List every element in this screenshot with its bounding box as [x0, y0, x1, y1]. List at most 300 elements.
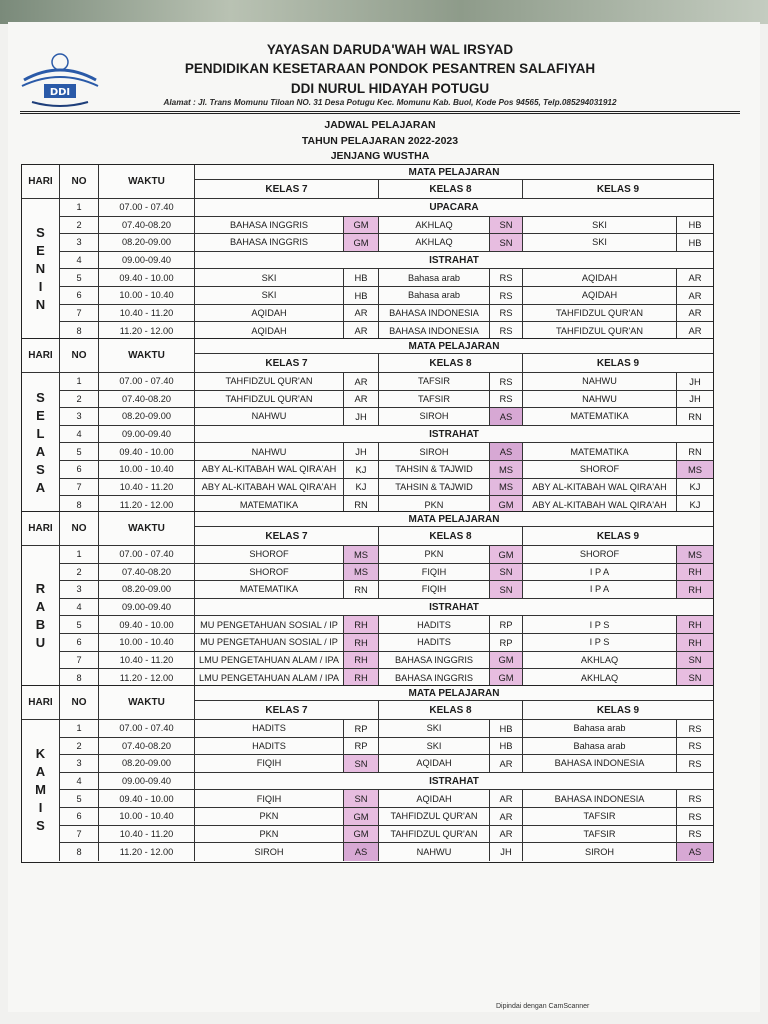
teacher-code-kelas8: RS [490, 322, 523, 340]
teacher-code-kelas7: HB [344, 269, 379, 287]
subject-kelas7: MU PENGETAHUAN SOSIAL / IP [195, 634, 344, 652]
row-time: 09.40 - 10.00 [99, 443, 195, 461]
day-letter: S [36, 390, 45, 406]
row-time: 10.00 - 10.40 [99, 808, 195, 826]
subject-kelas9: TAFSIR [523, 808, 677, 826]
teacher-code-kelas8: RS [490, 305, 523, 323]
subject-kelas9: I P A [523, 581, 677, 599]
waktu-header: WAKTU [99, 512, 195, 546]
teacher-code-kelas8: SN [490, 217, 523, 235]
schedule-title: JADWAL PELAJARAN [324, 119, 436, 131]
subject-kelas8: HADITS [379, 634, 490, 652]
level-title: JENJANG WUSTHA [330, 150, 430, 162]
teacher-code-kelas7: GM [344, 808, 379, 826]
waktu-header: WAKTU [99, 339, 195, 373]
teacher-code-kelas9: RS [677, 808, 713, 826]
row-number: 4 [60, 252, 99, 270]
teacher-code-kelas8: GM [490, 652, 523, 670]
no-header: NO [60, 339, 99, 373]
row-time: 09.00-09.40 [99, 426, 195, 444]
subject-kelas7: HADITS [195, 738, 344, 756]
day-letter: E [36, 243, 45, 259]
row-number: 6 [60, 634, 99, 652]
teacher-code-kelas7: GM [344, 826, 379, 844]
subject-kelas9: AQIDAH [523, 287, 677, 305]
day-letter: I [38, 800, 43, 816]
row-time: 11.20 - 12.00 [99, 496, 195, 514]
subject-kelas7: LMU PENGETAHUAN ALAM / IPA [195, 669, 344, 687]
teacher-code-kelas7: AR [344, 305, 379, 323]
day-letter: N [35, 261, 46, 277]
row-time: 08.20-09.00 [99, 755, 195, 773]
kelas7-header: KELAS 7 [195, 354, 379, 373]
subject-kelas9: AKHLAQ [523, 669, 677, 687]
teacher-code-kelas9: RS [677, 720, 713, 738]
subject-kelas8: AKHLAQ [379, 234, 490, 252]
row-time: 10.00 - 10.40 [99, 461, 195, 479]
day-letter: A [35, 599, 46, 615]
row-time: 07.00 - 07.40 [99, 720, 195, 738]
teacher-code-kelas8: JH [490, 843, 523, 861]
teacher-code-kelas8: AR [490, 755, 523, 773]
subject-kelas8: TAFSIR [379, 373, 490, 391]
subject-kelas9: MATEMATIKA [523, 408, 677, 426]
day-letter: A [35, 444, 46, 460]
teacher-code-kelas9: MS [677, 461, 713, 479]
day-letter: A [35, 764, 46, 780]
teacher-code-kelas7: MS [344, 564, 379, 582]
kelas8-header: KELAS 8 [379, 701, 523, 720]
row-number: 2 [60, 391, 99, 409]
schedule-table-selasa [21, 338, 714, 516]
subject-kelas7: BAHASA INGGRIS [195, 217, 344, 235]
row-time: 07.00 - 07.40 [99, 199, 195, 217]
row-number: 7 [60, 479, 99, 497]
teacher-code-kelas8: MS [490, 479, 523, 497]
row-time: 10.40 - 11.20 [99, 479, 195, 497]
teacher-code-kelas7: RN [344, 496, 379, 514]
scanner-footer: Dipindai dengan CamScanner [496, 1003, 590, 1010]
row-time: 11.20 - 12.00 [99, 669, 195, 687]
teacher-code-kelas8: AR [490, 826, 523, 844]
row-number: 8 [60, 496, 99, 514]
school-address: Alamat : Jl. Trans Momunu Tiloan NO. 31 Desa Potugu Kec. Momunu Kab. Buol, Kode Pos 94565, Telp.085294031912 [163, 98, 617, 107]
teacher-code-kelas9: SN [677, 652, 713, 670]
subject-kelas8: SIROH [379, 443, 490, 461]
row-time: 08.20-09.00 [99, 408, 195, 426]
teacher-code-kelas8: GM [490, 496, 523, 514]
teacher-code-kelas9: JH [677, 391, 713, 409]
row-number: 2 [60, 217, 99, 235]
teacher-code-kelas7: KJ [344, 479, 379, 497]
subject-kelas7: PKN [195, 808, 344, 826]
header-rule-thin [20, 113, 740, 114]
subject-kelas7: TAHFIDZUL QUR'AN [195, 391, 344, 409]
school-name: DDI NURUL HIDAYAH POTUGU [290, 81, 490, 96]
teacher-code-kelas8: RS [490, 373, 523, 391]
row-number: 5 [60, 269, 99, 287]
row-number: 1 [60, 373, 99, 391]
teacher-code-kelas9: RH [677, 616, 713, 634]
subject-kelas9: TAHFIDZUL QUR'AN [523, 322, 677, 340]
hari-header: HARI [22, 512, 60, 546]
subject-kelas9: TAHFIDZUL QUR'AN [523, 305, 677, 323]
schedule-table-rabu [21, 511, 714, 689]
row-time: 10.40 - 11.20 [99, 652, 195, 670]
row-spanning-label: ISTRAHAT [195, 599, 713, 617]
row-time: 07.00 - 07.40 [99, 546, 195, 564]
subject-kelas9: I P S [523, 616, 677, 634]
subject-kelas9: SKI [523, 234, 677, 252]
teacher-code-kelas7: JH [344, 408, 379, 426]
teacher-code-kelas9: RH [677, 634, 713, 652]
teacher-code-kelas9: JH [677, 373, 713, 391]
teacher-code-kelas9: RS [677, 826, 713, 844]
subject-kelas9: SHOROF [523, 546, 677, 564]
day-letter: S [36, 462, 45, 478]
teacher-code-kelas8: AR [490, 790, 523, 808]
teacher-code-kelas7: RN [344, 581, 379, 599]
foundation-name: YAYASAN DARUDA'WAH WAL IRSYAD [266, 42, 514, 57]
row-time: 09.00-09.40 [99, 252, 195, 270]
teacher-code-kelas8: RS [490, 287, 523, 305]
teacher-code-kelas9: RN [677, 408, 713, 426]
subject-kelas9: I P S [523, 634, 677, 652]
subject-kelas8: TAFSIR [379, 391, 490, 409]
subject-kelas9: NAHWU [523, 373, 677, 391]
subject-kelas9: ABY AL-KITABAH WAL QIRA'AH [523, 479, 677, 497]
no-header: NO [60, 165, 99, 199]
row-number: 4 [60, 773, 99, 791]
row-number: 6 [60, 808, 99, 826]
subject-kelas7: NAHWU [195, 443, 344, 461]
subject-kelas7: FIQIH [195, 790, 344, 808]
subject-kelas7: ABY AL-KITABAH WAL QIRA'AH [195, 479, 344, 497]
teacher-code-kelas9: KJ [689, 499, 701, 511]
subject-kelas7: SHOROF [195, 546, 344, 564]
row-spanning-label: ISTRAHAT [195, 773, 713, 791]
subject-kelas8: AKHLAQ [379, 217, 490, 235]
svg-text:DDI: DDI [49, 87, 71, 98]
row-time: 09.00-09.40 [99, 773, 195, 791]
row-time: 08.20-09.00 [99, 581, 195, 599]
teacher-code-kelas8: RS [490, 391, 523, 409]
row-number: 5 [60, 443, 99, 461]
day-letter: B [35, 617, 46, 633]
day-letter: E [36, 408, 45, 424]
teacher-code-kelas8: AR [490, 808, 523, 826]
no-header: NO [60, 512, 99, 546]
teacher-code-kelas7: SN [344, 790, 379, 808]
row-time: 09.00-09.40 [99, 599, 195, 617]
row-number: 4 [60, 599, 99, 617]
teacher-code-kelas7: AR [344, 373, 379, 391]
subject-kelas8: FIQIH [379, 564, 490, 582]
teacher-code-kelas7: SN [344, 755, 379, 773]
subject-kelas8: TAHSIN & TAJWID [379, 461, 490, 479]
row-number: 3 [60, 581, 99, 599]
row-time: 09.40 - 10.00 [99, 790, 195, 808]
row-time: 08.20-09.00 [99, 234, 195, 252]
subject-kelas7: AQIDAH [195, 322, 344, 340]
subject-kelas7: BAHASA INGGRIS [195, 234, 344, 252]
subject-kelas9: AKHLAQ [523, 652, 677, 670]
teacher-code-kelas7: RP [344, 738, 379, 756]
subject-kelas8: Bahasa arab [379, 269, 490, 287]
teacher-code-kelas7: GM [344, 234, 379, 252]
teacher-code-kelas9: AR [688, 325, 702, 337]
teacher-code-kelas7: MS [344, 546, 379, 564]
teacher-code-kelas9: HB [677, 234, 713, 252]
teacher-code-kelas9: RH [677, 581, 713, 599]
row-number: 5 [60, 790, 99, 808]
row-time: 07.40-08.20 [99, 564, 195, 582]
teacher-code-kelas8: SN [490, 581, 523, 599]
teacher-code-kelas7: GM [344, 217, 379, 235]
hari-header: HARI [22, 339, 60, 373]
hari-header: HARI [22, 686, 60, 720]
teacher-code-kelas9: KJ [677, 479, 713, 497]
no-header: NO [60, 686, 99, 720]
day-letter: I [38, 279, 43, 295]
day-letter: S [36, 818, 45, 834]
teacher-code-kelas7: RP [344, 720, 379, 738]
teacher-code-kelas7: AR [344, 391, 379, 409]
subject-kelas8: TAHFIDZUL QUR'AN [379, 808, 490, 826]
kelas9-header: KELAS 9 [523, 527, 713, 546]
day-name-rabu [22, 546, 60, 687]
teacher-code-kelas7: RH [344, 652, 379, 670]
school-year: TAHUN PELAJARAN 2022-2023 [301, 135, 459, 147]
waktu-header: WAKTU [99, 686, 195, 720]
subject-kelas9: MATEMATIKA [523, 443, 677, 461]
subject-kelas9: TAFSIR [523, 826, 677, 844]
subject-kelas7: SHOROF [195, 564, 344, 582]
row-number: 8 [60, 322, 99, 340]
subject-kelas7: NAHWU [195, 408, 344, 426]
subject-kelas7: LMU PENGETAHUAN ALAM / IPA [195, 652, 344, 670]
subject-kelas8: BAHASA INDONESIA [379, 305, 490, 323]
day-letter: M [35, 782, 46, 798]
waktu-header: WAKTU [99, 165, 195, 199]
row-time: 11.20 - 12.00 [99, 843, 195, 861]
row-number: 8 [60, 669, 99, 687]
subject-kelas8: SKI [379, 720, 490, 738]
teacher-code-kelas8: HB [490, 738, 523, 756]
teacher-code-kelas8: RP [490, 616, 523, 634]
day-letter: R [35, 581, 46, 597]
subject-kelas9: BAHASA INDONESIA [523, 790, 677, 808]
subject-kelas8: AQIDAH [379, 790, 490, 808]
subject-kelas9: SHOROF [523, 461, 677, 479]
subject-kelas7: HADITS [195, 720, 344, 738]
subject-kelas8: TAHSIN & TAJWID [379, 479, 490, 497]
subject-kelas7: SKI [195, 287, 344, 305]
subject-kelas9: I P A [523, 564, 677, 582]
teacher-code-kelas8: HB [490, 720, 523, 738]
teacher-code-kelas9: RN [677, 443, 713, 461]
teacher-code-kelas9: RH [677, 564, 713, 582]
teacher-code-kelas8: SN [490, 234, 523, 252]
row-time: 07.40-08.20 [99, 738, 195, 756]
top-edge-strip [0, 0, 768, 24]
row-number: 1 [60, 199, 99, 217]
row-time: 07.40-08.20 [99, 217, 195, 235]
mata-pelajaran-header: MATA PELAJARAN [195, 686, 713, 701]
teacher-code-kelas7: AS [344, 843, 379, 861]
row-number: 7 [60, 652, 99, 670]
kelas8-header: KELAS 8 [379, 180, 523, 199]
subject-kelas8: SKI [379, 738, 490, 756]
school-logo-icon [18, 40, 102, 112]
subject-kelas9: Bahasa arab [523, 720, 677, 738]
kelas7-header: KELAS 7 [195, 180, 379, 199]
subject-kelas7: SIROH [195, 843, 344, 861]
row-spanning-label: UPACARA [195, 199, 713, 217]
teacher-code-kelas7: KJ [344, 461, 379, 479]
teacher-code-kelas8: MS [490, 461, 523, 479]
teacher-code-kelas8: SN [490, 564, 523, 582]
teacher-code-kelas9: AS [677, 843, 713, 861]
subject-kelas8: BAHASA INGGRIS [379, 669, 490, 687]
row-number: 4 [60, 426, 99, 444]
row-number: 3 [60, 234, 99, 252]
teacher-code-kelas9: HB [677, 217, 713, 235]
row-number: 3 [60, 755, 99, 773]
subject-kelas8: BAHASA INDONESIA [379, 322, 490, 340]
day-letter: U [35, 635, 46, 651]
mata-pelajaran-header: MATA PELAJARAN [195, 165, 713, 180]
kelas9-header: KELAS 9 [523, 354, 713, 373]
row-time: 07.00 - 07.40 [99, 373, 195, 391]
subject-kelas8: HADITS [379, 616, 490, 634]
mata-pelajaran-header: MATA PELAJARAN [195, 339, 713, 354]
row-number: 3 [60, 408, 99, 426]
subject-kelas8: Bahasa arab [379, 287, 490, 305]
row-time: 10.00 - 10.40 [99, 634, 195, 652]
row-number: 2 [60, 738, 99, 756]
teacher-code-kelas9: RS [677, 755, 713, 773]
row-number: 6 [60, 287, 99, 305]
teacher-code-kelas7: JH [344, 443, 379, 461]
subject-kelas7: FIQIH [195, 755, 344, 773]
row-number: 1 [60, 720, 99, 738]
row-number: 7 [60, 305, 99, 323]
teacher-code-kelas9: MS [677, 546, 713, 564]
day-letter: L [36, 426, 45, 442]
subject-kelas7: TAHFIDZUL QUR'AN [195, 373, 344, 391]
subject-kelas7: ABY AL-KITABAH WAL QIRA'AH [195, 461, 344, 479]
teacher-code-kelas7: RH [344, 634, 379, 652]
teacher-code-kelas8: GM [490, 669, 523, 687]
teacher-code-kelas8: AS [490, 408, 523, 426]
day-name-selasa [22, 373, 60, 514]
subject-kelas9: Bahasa arab [523, 738, 677, 756]
hari-header: HARI [22, 165, 60, 199]
teacher-code-kelas8: AS [490, 443, 523, 461]
day-letter: K [35, 746, 46, 762]
row-number: 1 [60, 546, 99, 564]
kelas7-header: KELAS 7 [195, 701, 379, 720]
teacher-code-kelas9: RS [677, 790, 713, 808]
teacher-code-kelas9: SN [677, 669, 713, 687]
teacher-code-kelas8: GM [490, 546, 523, 564]
kelas8-header: KELAS 8 [379, 527, 523, 546]
row-time: 07.40-08.20 [99, 391, 195, 409]
row-time: 10.40 - 11.20 [99, 826, 195, 844]
teacher-code-kelas8: RP [490, 634, 523, 652]
row-time: 10.40 - 11.20 [99, 305, 195, 323]
subject-kelas9: SKI [523, 217, 677, 235]
teacher-code-kelas9: RS [677, 738, 713, 756]
day-letter: A [35, 480, 46, 496]
subject-kelas9: AQIDAH [523, 269, 677, 287]
teacher-code-kelas9: AR [677, 287, 713, 305]
row-time: 11.20 - 12.00 [99, 322, 195, 340]
subject-kelas7: AQIDAH [195, 305, 344, 323]
kelas9-header: KELAS 9 [523, 180, 713, 199]
subject-kelas8: FIQIH [379, 581, 490, 599]
row-number: 6 [60, 461, 99, 479]
day-letter: S [36, 225, 45, 241]
row-time: 10.00 - 10.40 [99, 287, 195, 305]
subject-kelas7: MU PENGETAHUAN SOSIAL / IP [195, 616, 344, 634]
subject-kelas8: TAHFIDZUL QUR'AN [379, 826, 490, 844]
subject-kelas8: SIROH [379, 408, 490, 426]
kelas7-header: KELAS 7 [195, 527, 379, 546]
education-name: PENDIDIKAN KESETARAAN PONDOK PESANTREN SALAFIYAH [184, 61, 596, 76]
row-number: 2 [60, 564, 99, 582]
header-rule-thick [20, 111, 740, 112]
row-number: 7 [60, 826, 99, 844]
row-time: 09.40 - 10.00 [99, 269, 195, 287]
mata-pelajaran-header: MATA PELAJARAN [195, 512, 713, 527]
subject-kelas8: BAHASA INGGRIS [379, 652, 490, 670]
day-name-senin [22, 199, 60, 340]
teacher-code-kelas8: RS [490, 269, 523, 287]
row-spanning-label: ISTRAHAT [195, 252, 713, 270]
day-letter: N [35, 297, 46, 313]
teacher-code-kelas7: RH [344, 616, 379, 634]
subject-kelas9: ABY AL-KITABAH WAL QIRA'AH [523, 496, 677, 514]
subject-kelas8: PKN [379, 496, 490, 514]
teacher-code-kelas7: RH [344, 669, 379, 687]
subject-kelas9: SIROH [523, 843, 677, 861]
kelas9-header: KELAS 9 [523, 701, 713, 720]
subject-kelas7: PKN [195, 826, 344, 844]
row-number: 5 [60, 616, 99, 634]
schedule-table-senin [21, 164, 714, 342]
subject-kelas8: NAHWU [379, 843, 490, 861]
kelas8-header: KELAS 8 [379, 354, 523, 373]
subject-kelas8: PKN [379, 546, 490, 564]
subject-kelas9: NAHWU [523, 391, 677, 409]
subject-kelas8: AQIDAH [379, 755, 490, 773]
row-number: 8 [60, 843, 99, 861]
subject-kelas7: MATEMATIKA [195, 496, 344, 514]
schedule-table-kamis [21, 685, 714, 863]
row-time: 09.40 - 10.00 [99, 616, 195, 634]
teacher-code-kelas9: AR [677, 269, 713, 287]
subject-kelas7: SKI [195, 269, 344, 287]
teacher-code-kelas7: AR [344, 322, 379, 340]
row-spanning-label: ISTRAHAT [195, 426, 713, 444]
teacher-code-kelas9: AR [677, 305, 713, 323]
subject-kelas9: BAHASA INDONESIA [523, 755, 677, 773]
teacher-code-kelas7: HB [344, 287, 379, 305]
day-name-kamis [22, 720, 60, 861]
subject-kelas7: MATEMATIKA [195, 581, 344, 599]
